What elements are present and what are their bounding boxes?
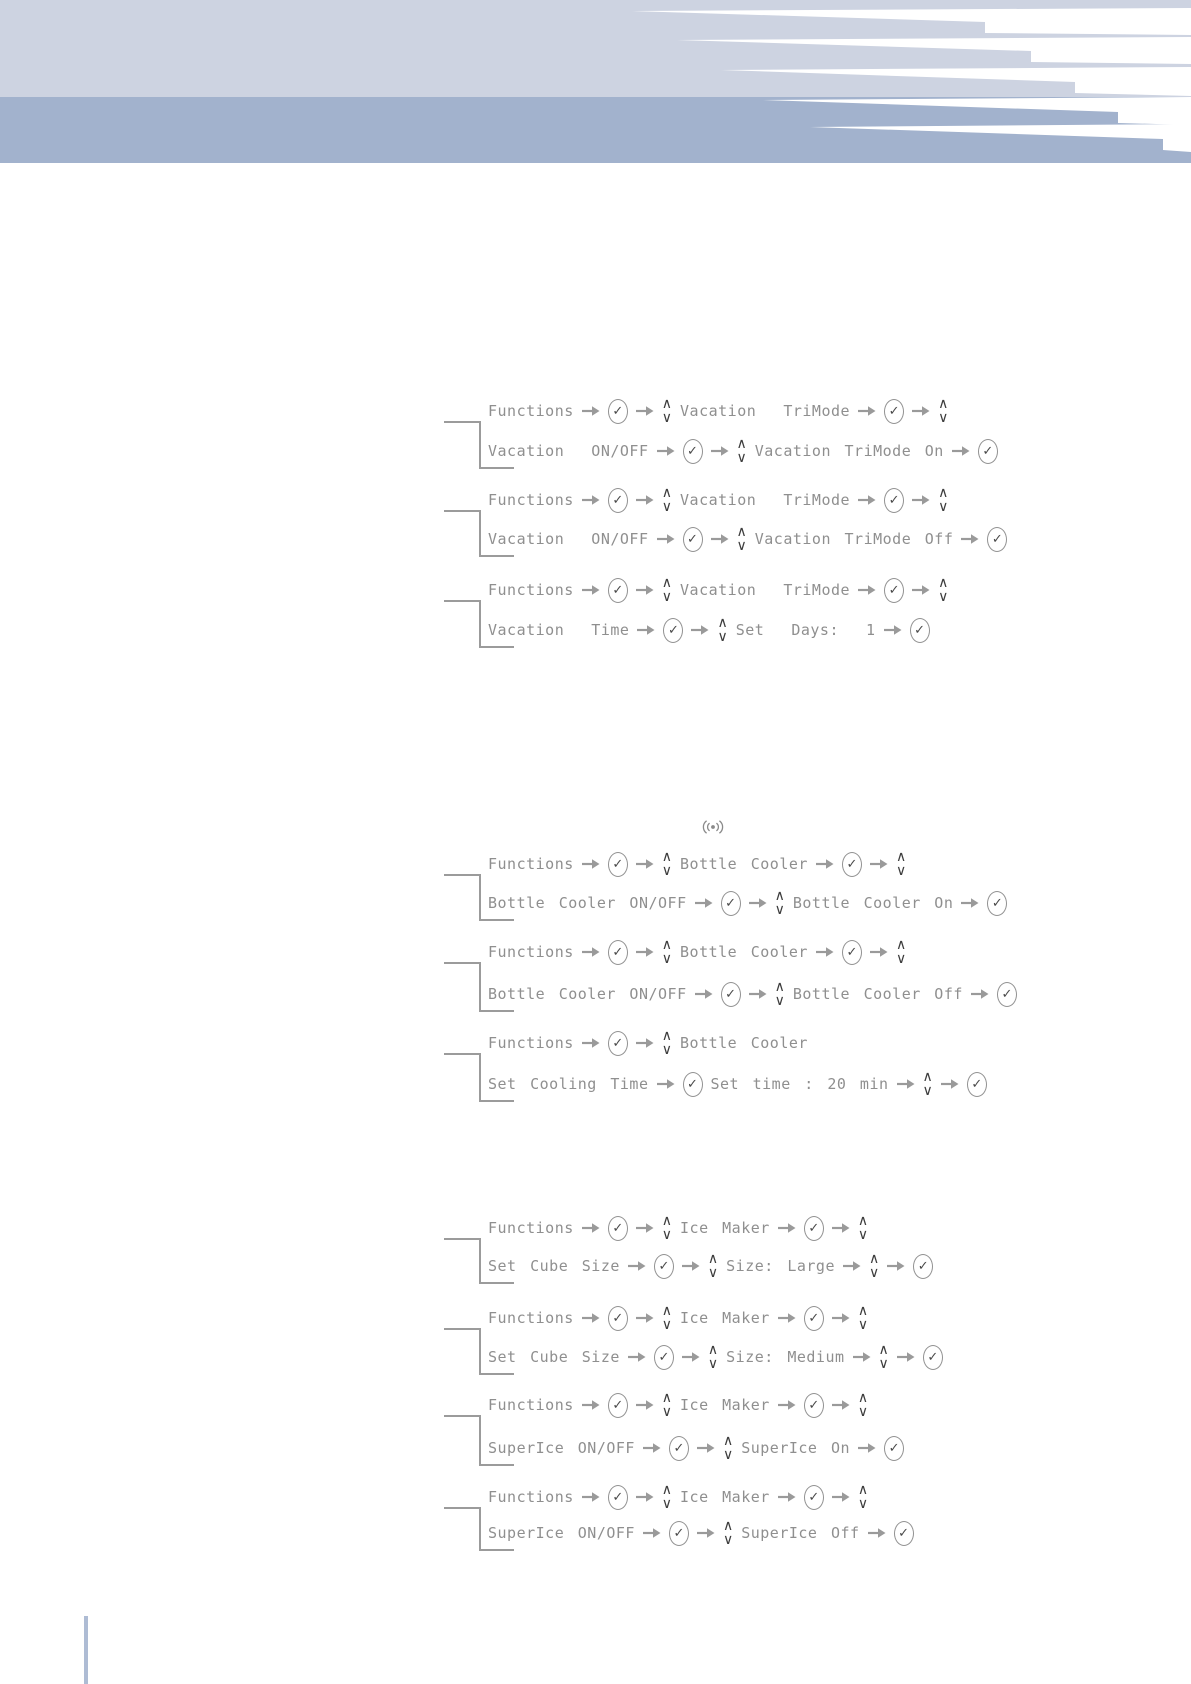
arrow-icon [832,1399,850,1411]
up-chevron: ∧ [722,1432,734,1449]
menu-step-label: Functions [488,855,574,873]
arrow-icon [778,1312,796,1324]
broadcast-icon [701,817,725,837]
arrow-icon [897,1078,915,1090]
confirm-icon: ✓ [910,618,930,643]
updown-icon [922,1068,933,1099]
updown-icon [661,848,673,879]
updown-icon [938,574,949,605]
arrow-icon [832,1312,850,1324]
confirm-icon: ✓ [683,439,703,464]
ice-maker-seq3-line2 [488,1430,904,1466]
arrow-icon [582,494,600,506]
sequence-bracket [443,1328,515,1377]
menu-step-label: Size: Large [726,1257,835,1275]
confirm-icon: ✓ [608,399,628,424]
down-chevron: ∨ [774,902,785,918]
arrow-icon [643,1442,661,1454]
up-chevron: ∧ [661,936,673,953]
up-chevron: ∧ [938,395,949,412]
ice-maker-seq4-line2 [488,1515,914,1551]
menu-step-label: Bottle Cooler [680,855,808,873]
arrow-icon [870,858,888,870]
vacation-trimode-seq1-line2 [488,433,998,469]
confirm-icon: ✓ [967,1072,987,1097]
confirm-icon: ✓ [654,1254,674,1279]
up-chevron: ∧ [661,848,673,865]
down-chevron: ∨ [722,1447,734,1463]
up-chevron: ∧ [857,1481,869,1498]
confirm-icon: ✓ [721,891,741,916]
confirm-icon: ✓ [923,1345,943,1370]
updown-icon [895,936,907,967]
down-chevron: ∨ [661,1042,673,1058]
up-chevron: ∧ [878,1341,889,1358]
updown-icon [661,1212,673,1243]
arrow-icon [778,1491,796,1503]
confirm-icon: ✓ [608,940,628,965]
updown-icon [661,936,673,967]
down-chevron: ∨ [661,589,673,605]
updown-icon [857,1302,869,1333]
up-chevron: ∧ [661,1389,673,1406]
up-chevron: ∧ [857,1302,869,1319]
updown-icon [938,484,949,515]
arrow-icon [582,1399,600,1411]
confirm-icon: ✓ [884,399,904,424]
arrow-icon [636,584,654,596]
up-chevron: ∧ [736,435,747,452]
confirm-icon: ✓ [683,527,703,552]
confirm-icon: ✓ [608,1216,628,1241]
menu-step-label: Functions [488,581,574,599]
up-chevron: ∧ [722,1517,734,1534]
arrow-icon [582,946,600,958]
down-chevron: ∨ [736,450,747,466]
arrow-icon [778,1399,796,1411]
up-chevron: ∧ [774,887,785,904]
arrow-icon [868,1527,886,1539]
sequence-bracket [443,1053,515,1104]
arrow-icon [582,584,600,596]
arrow-icon [961,897,979,909]
confirm-icon: ✓ [804,1216,824,1241]
arrow-icon [657,445,675,457]
menu-step-label: Ice Maker [680,1219,770,1237]
updown-icon [661,1389,673,1420]
down-chevron: ∨ [857,1496,869,1512]
bottle-cooler-seq1-line2 [488,885,1007,921]
up-chevron: ∧ [661,1302,673,1319]
arrow-icon [887,1260,905,1272]
arrow-icon [682,1351,700,1363]
ice-maker-seq2-line2 [488,1339,943,1375]
menu-step-label: Functions [488,402,574,420]
arrow-icon [637,624,655,636]
confirm-icon: ✓ [997,982,1017,1007]
menu-step-label: Functions [488,1219,574,1237]
confirm-icon: ✓ [978,439,998,464]
menu-step-label: Functions [488,1034,574,1052]
updown-icon [661,574,673,605]
up-chevron: ∧ [774,978,785,995]
menu-step-label: Set time : 20 min [710,1075,889,1093]
menu-step-label: SuperIce ON/OFF [488,1439,635,1457]
up-chevron: ∧ [895,848,907,865]
menu-step-label: Functions [488,491,574,509]
down-chevron: ∨ [938,410,949,426]
confirm-icon: ✓ [608,1031,628,1056]
down-chevron: ∨ [922,1083,933,1099]
menu-step-label: Set Cube Size [488,1348,620,1366]
menu-step-label: Vacation TriMode Off [754,530,954,548]
menu-step-label: Vacation ON/OFF [488,442,649,460]
vacation-trimode-seq1-line1 [488,393,948,429]
ice-maker-seq3-line1 [488,1387,868,1423]
updown-icon [661,395,673,426]
menu-step-label: Bottle Cooler ON/OFF [488,985,687,1003]
arrow-icon [636,1312,654,1324]
vacation-trimode-seq3-line1 [488,572,948,608]
sequence-bracket [443,510,515,559]
down-chevron: ∨ [774,993,785,1009]
up-chevron: ∧ [661,1481,673,1498]
bottle-cooler-seq2-line2 [488,976,1017,1012]
arrow-icon [858,584,876,596]
confirm-icon: ✓ [894,1521,914,1546]
updown-icon [722,1517,734,1548]
updown-icon [878,1341,889,1372]
menu-step-label: Vacation TriMode [680,581,851,599]
updown-icon [774,978,785,1009]
menu-step-label: Vacation TriMode On [754,442,944,460]
menu-step-label: Bottle Cooler [680,943,808,961]
arrow-icon [636,1491,654,1503]
menu-step-label: Bottle Cooler [680,1034,808,1052]
down-chevron: ∨ [661,863,673,879]
arrow-icon [816,946,834,958]
down-chevron: ∨ [869,1265,880,1281]
up-chevron: ∧ [857,1212,869,1229]
down-chevron: ∨ [717,629,728,645]
footer-accent-bar [84,1616,88,1684]
sequence-bracket [443,421,515,471]
arrow-icon [636,494,654,506]
arrow-icon [582,1037,600,1049]
arrow-icon [582,1312,600,1324]
down-chevron: ∨ [707,1356,719,1372]
menu-step-label: SuperIce Off [741,1524,860,1542]
arrow-icon [971,988,989,1000]
arrow-icon [884,624,902,636]
updown-icon [857,1389,869,1420]
menu-step-label: Set Days: 1 [735,621,876,639]
ice-maker-seq4-line1 [488,1479,868,1515]
vacation-trimode-seq2-line2 [488,521,1007,557]
updown-icon [736,435,747,466]
menu-step-label: Ice Maker [680,1488,770,1506]
updown-icon [857,1212,869,1243]
confirm-icon: ✓ [608,578,628,603]
up-chevron: ∧ [707,1250,719,1267]
up-chevron: ∧ [869,1250,880,1267]
arrow-icon [961,533,979,545]
down-chevron: ∨ [895,951,907,967]
down-chevron: ∨ [661,499,673,515]
arrow-icon [657,533,675,545]
down-chevron: ∨ [938,589,949,605]
arrow-icon [912,584,930,596]
sequence-bracket [443,1507,515,1553]
confirm-icon: ✓ [669,1436,689,1461]
down-chevron: ∨ [878,1356,889,1372]
up-chevron: ∧ [895,936,907,953]
sequence-bracket [443,962,515,1014]
confirm-icon: ✓ [804,1306,824,1331]
confirm-icon: ✓ [804,1485,824,1510]
menu-step-label: Ice Maker [680,1396,770,1414]
arrow-icon [682,1260,700,1272]
down-chevron: ∨ [736,538,747,554]
updown-icon [661,1481,673,1512]
updown-icon [661,1027,673,1058]
ice-maker-seq2-line1 [488,1300,868,1336]
menu-step-label: Functions [488,1396,574,1414]
arrow-icon [832,1491,850,1503]
menu-step-label: Functions [488,1488,574,1506]
confirm-icon: ✓ [608,1393,628,1418]
confirm-icon: ✓ [884,1436,904,1461]
updown-icon [707,1341,719,1372]
menu-step-label: Functions [488,1309,574,1327]
arrow-icon [858,494,876,506]
arrow-icon [711,445,729,457]
ice-maker-seq1-line2 [488,1248,933,1284]
up-chevron: ∧ [661,395,673,412]
down-chevron: ∨ [857,1404,869,1420]
arrow-icon [636,858,654,870]
arrow-icon [657,1078,675,1090]
arrow-icon [695,988,713,1000]
sequence-bracket [443,874,515,923]
updown-icon [661,484,673,515]
updown-icon [736,523,747,554]
menu-step-label: SuperIce ON/OFF [488,1524,635,1542]
confirm-icon: ✓ [913,1254,933,1279]
arrow-icon [952,445,970,457]
updown-icon [895,848,907,879]
arrow-icon [695,897,713,909]
confirm-icon: ✓ [842,852,862,877]
up-chevron: ∧ [938,484,949,501]
confirm-icon: ✓ [669,1521,689,1546]
updown-icon [717,614,728,645]
up-chevron: ∧ [922,1068,933,1085]
sequence-bracket [443,600,515,650]
arrow-icon [636,946,654,958]
menu-step-label: Ice Maker [680,1309,770,1327]
bottle-cooler-seq3-line1 [488,1025,808,1061]
menu-step-label: Set Cube Size [488,1257,620,1275]
down-chevron: ∨ [938,499,949,515]
header-banner [0,0,1191,170]
menu-step-label: Vacation ON/OFF [488,530,649,548]
down-chevron: ∨ [661,410,673,426]
arrow-icon [628,1351,646,1363]
vacation-trimode-seq2-line1 [488,482,948,518]
sequence-bracket [443,1238,515,1286]
arrow-icon [870,946,888,958]
confirm-icon: ✓ [987,891,1007,916]
confirm-icon: ✓ [608,1306,628,1331]
up-chevron: ∧ [938,574,949,591]
menu-step-label: Vacation Time [488,621,630,639]
confirm-icon: ✓ [608,852,628,877]
arrow-icon [636,405,654,417]
arrow-icon [691,624,709,636]
menu-step-label: Size: Medium [726,1348,845,1366]
updown-icon [869,1250,880,1281]
menu-step-label: Bottle Cooler On [792,894,954,912]
arrow-icon [749,988,767,1000]
menu-step-label: Vacation TriMode [680,402,851,420]
up-chevron: ∧ [707,1341,719,1358]
arrow-icon [582,1491,600,1503]
arrow-icon [628,1260,646,1272]
confirm-icon: ✓ [683,1072,703,1097]
down-chevron: ∨ [857,1227,869,1243]
down-chevron: ∨ [707,1265,719,1281]
bottle-cooler-seq3-line2 [488,1066,987,1102]
bottle-cooler-seq2-line1 [488,934,906,970]
confirm-icon: ✓ [663,618,683,643]
updown-icon [661,1302,673,1333]
confirm-icon: ✓ [654,1345,674,1370]
arrow-icon [697,1442,715,1454]
confirm-icon: ✓ [721,982,741,1007]
menu-step-label: Bottle Cooler Off [792,985,963,1003]
arrow-icon [897,1351,915,1363]
arrow-icon [582,858,600,870]
arrow-icon [843,1260,861,1272]
arrow-icon [749,897,767,909]
bottle-cooler-seq1-line1 [488,846,906,882]
up-chevron: ∧ [661,1027,673,1044]
down-chevron: ∨ [857,1317,869,1333]
arrow-icon [636,1399,654,1411]
arrow-icon [711,533,729,545]
menu-step-label: SuperIce On [741,1439,851,1457]
down-chevron: ∨ [661,1317,673,1333]
ice-maker-seq1-line1 [488,1210,868,1246]
up-chevron: ∧ [717,614,728,631]
arrow-icon [853,1351,871,1363]
up-chevron: ∧ [661,1212,673,1229]
sequence-bracket [443,1415,515,1468]
arrow-icon [816,858,834,870]
arrow-icon [941,1078,959,1090]
menu-step-label: Set Cooling Time [488,1075,649,1093]
arrow-icon [912,405,930,417]
arrow-icon [858,405,876,417]
confirm-icon: ✓ [804,1393,824,1418]
up-chevron: ∧ [661,484,673,501]
arrow-icon [643,1527,661,1539]
vacation-trimode-seq3-line2 [488,612,930,648]
arrow-icon [582,405,600,417]
down-chevron: ∨ [722,1532,734,1548]
arrow-icon [636,1037,654,1049]
menu-step-label: Vacation TriMode [680,491,851,509]
updown-icon [707,1250,719,1281]
arrow-icon [778,1222,796,1234]
confirm-icon: ✓ [608,488,628,513]
down-chevron: ∨ [661,1496,673,1512]
arrow-icon [636,1222,654,1234]
down-chevron: ∨ [661,951,673,967]
down-chevron: ∨ [895,863,907,879]
updown-icon [722,1432,734,1463]
updown-icon [857,1481,869,1512]
confirm-icon: ✓ [608,1485,628,1510]
arrow-icon [858,1442,876,1454]
confirm-icon: ✓ [884,488,904,513]
updown-icon [774,887,785,918]
menu-step-label: Bottle Cooler ON/OFF [488,894,687,912]
arrow-icon [697,1527,715,1539]
updown-icon [938,395,949,426]
confirm-icon: ✓ [884,578,904,603]
up-chevron: ∧ [661,574,673,591]
confirm-icon: ✓ [842,940,862,965]
confirm-icon: ✓ [987,527,1007,552]
arrow-icon [912,494,930,506]
down-chevron: ∨ [661,1404,673,1420]
menu-step-label: Functions [488,943,574,961]
arrow-icon [832,1222,850,1234]
down-chevron: ∨ [661,1227,673,1243]
up-chevron: ∧ [857,1389,869,1406]
arrow-icon [582,1222,600,1234]
up-chevron: ∧ [736,523,747,540]
